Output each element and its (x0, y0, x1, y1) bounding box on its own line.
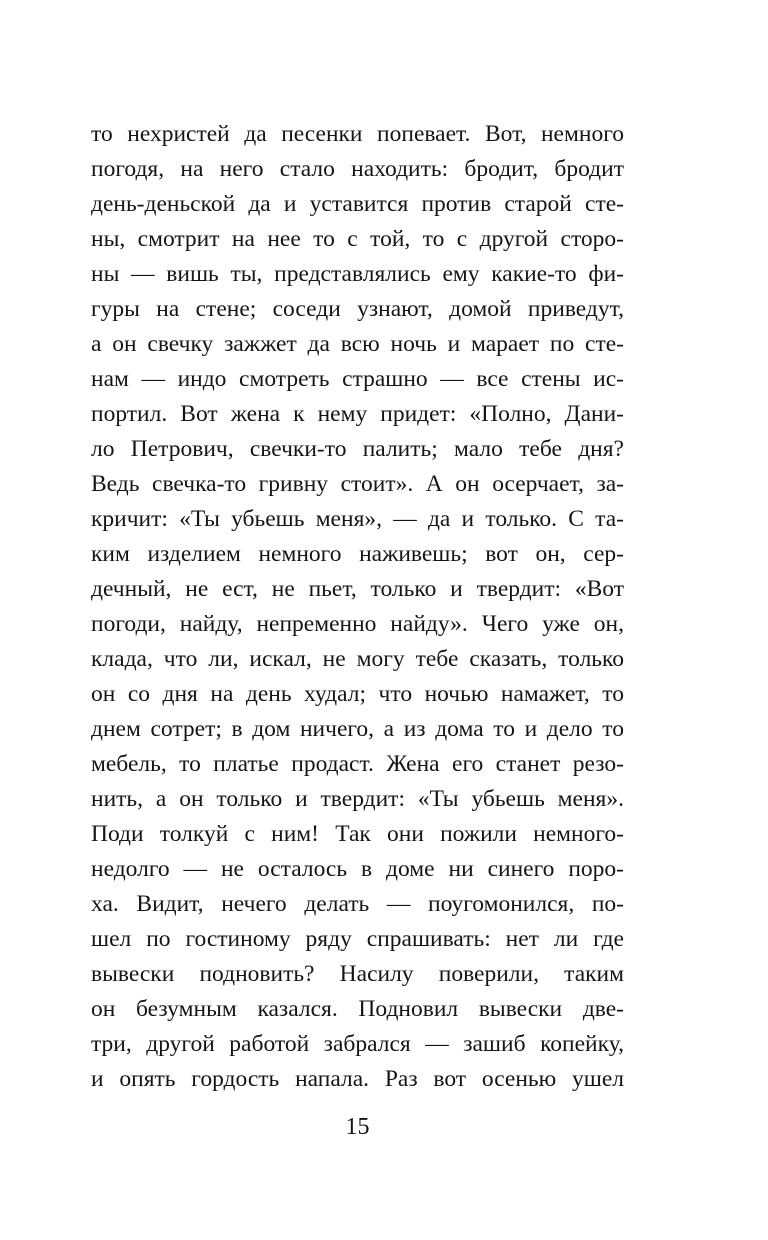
text-line: Ведь свечка-то гривну стоит». А он осерчает, за- (91, 471, 624, 497)
text-line: кричит: «Ты убьешь меня», — да и только. С та- (91, 506, 624, 532)
text-line: ха. Видит, нечего делать — поугомонился, по- (91, 891, 624, 917)
text-line: вывески подновить? Насилу поверили, таким (91, 961, 624, 987)
text-line: ны — вишь ты, представлялись ему какие-то фи- (91, 261, 624, 287)
text-line: он безумным казался. Подновил вывески две- (91, 996, 624, 1022)
text-line: Поди толкуй с ним! Так они пожили немного- (91, 821, 624, 847)
text-line: день-деньской да и уставится против старой сте- (91, 191, 624, 217)
text-line: ны, смотрит на нее то с той, то с другой сторо- (91, 226, 624, 252)
text-line: три, другой работой забрался — зашиб копейку, (91, 1031, 624, 1057)
text-line: и опять гордость напала. Раз вот осенью ушел (91, 1066, 624, 1092)
text-line: гуры на стене; соседи узнают, домой приведут, (91, 296, 624, 322)
text-line: погоди, найду, непременно найду». Чего уже он, (91, 611, 624, 637)
text-line: клада, что ли, искал, не могу тебе сказать, только (91, 646, 624, 672)
page-number: 15 (345, 1114, 370, 1140)
text-line: ким изделием немного наживешь; вот он, сер- (91, 541, 624, 567)
text-line: дечный, не ест, не пьет, только и твердит: «Вот (91, 576, 624, 602)
text-line: ло Петрович, свечки-то палить; мало тебе дня? (91, 436, 624, 462)
text-line: погодя, на него стало находить: бродит, бродит (91, 156, 624, 182)
text-line: мебель, то платье продаст. Жена его станет резо- (91, 751, 624, 777)
text-line: шел по гостиному ряду спрашивать: нет ли где (91, 926, 624, 952)
text-line: нам — индо смотреть страшно — все стены ис- (91, 366, 624, 392)
text-line: портил. Вот жена к нему придет: «Полно, Дани- (91, 401, 624, 427)
text-line: днем сотрет; в дом ничего, а из дома то и дело то (91, 716, 624, 742)
text-line: то нехристей да песенки попевает. Вот, немного (91, 121, 624, 147)
text-line: а он свечку зажжет да всю ночь и марает по сте- (91, 331, 624, 357)
text-line: нить, а он только и твердит: «Ты убьешь меня». (91, 786, 624, 812)
page-text (91, 117, 624, 1097)
text-line: недолго — не осталось в доме ни синего поро- (91, 856, 624, 882)
text-line: он со дня на день худал; что ночью намажет, то (91, 681, 624, 707)
